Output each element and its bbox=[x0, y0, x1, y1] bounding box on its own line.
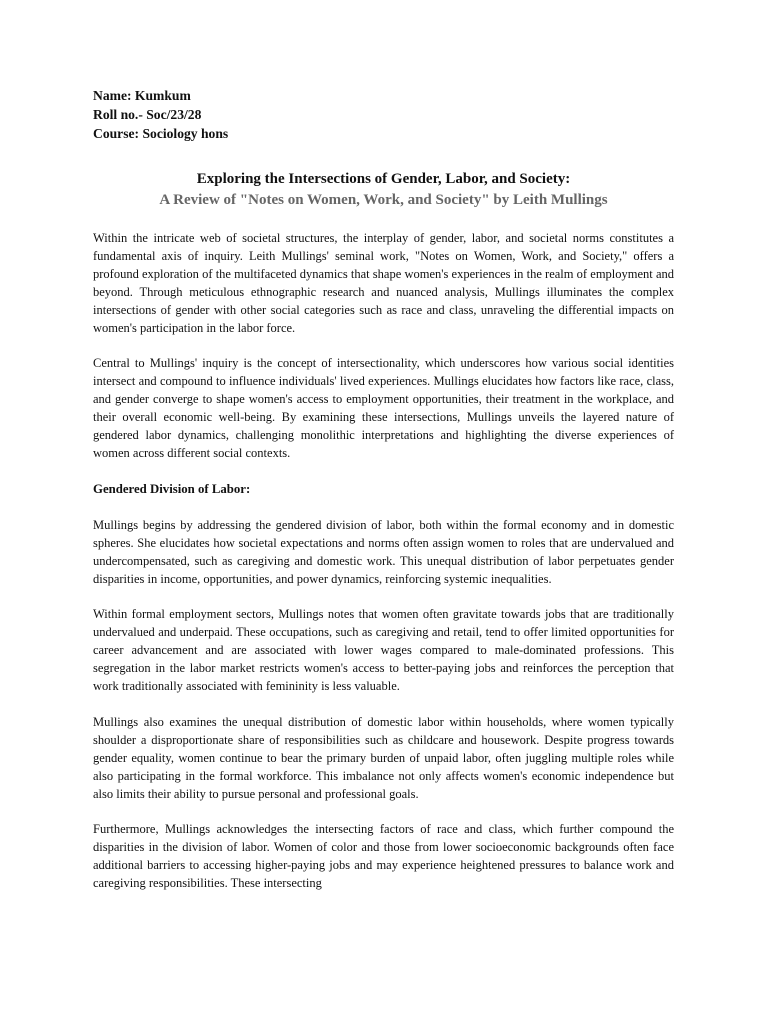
paragraph-intro-2: Central to Mullings' inquiry is the concept of intersectionality, which underscores how various social identities intersect and compound to influence individuals' lived experiences. Mullings elucidates how factors like race, class, and gender converge to shape women's access to employment opportunities, their treatment in the workplace, and their overall economic well-being. By examining these intersections, Mullings unveils the layered nature of gendered labor dynamics, challenging monolithic interpretations and highlighting the diverse experiences of women across different social contexts. bbox=[93, 356, 674, 460]
document-title: Exploring the Intersections of Gender, Labor, and Society: bbox=[196, 171, 571, 187]
course-name: Course: Sociology hons bbox=[93, 126, 229, 141]
document-page bbox=[93, 86, 674, 893]
paragraph-intro-1: Within the intricate web of societal structures, the interplay of gender, labor, and societal norms constitutes a fundamental axis of inquiry. Leith Mullings' seminal work, "Notes on Women, Work, and Society," offers a profound exploration of the multifaceted dynamics that shape women's experiences in the realm of employment and beyond. Through meticulous ethnographic research and nuanced analysis, Mullings illuminates the complex intersections of gender with other social categories such as race and class, unraveling the differential impacts on women's participation in the labor force. bbox=[93, 231, 674, 335]
paragraph-division-2: Within formal employment sectors, Mullings notes that women often gravitate towards jobs that are traditionally undervalued and underpaid. These occupations, such as caregiving and retail, tend to offer limited opportunities for career advancement and are associated with lower wages compared to male-dominated professions. This segregation in the labor market restricts women's access to better-paying jobs and reinforces the perception that work traditionally associated with femininity is less valuable. bbox=[93, 607, 674, 694]
document-subtitle: A Review of "Notes on Women, Work, and Society" by Leith Mullings bbox=[159, 192, 608, 208]
paragraph-division-1: Mullings begins by addressing the gendered division of labor, both within the formal economy and in domestic spheres. She elucidates how societal expectations and norms often assign women to roles that are undervalued and undercompensated, such as caregiving and domestic work. This unequal distribution of labor perpetuates gender disparities in income, opportunities, and power dynamics, reinforcing systemic inequalities. bbox=[93, 517, 674, 586]
student-info bbox=[93, 86, 674, 143]
paragraph-division-3: Mullings also examines the unequal distribution of domestic labor within households, where women typically shoulder a disproportionate share of responsibilities such as childcare and housework. Despite progress towards gender equality, women continue to bear the primary burden of unpaid labor, often juggling multiple roles while also participating in the formal workforce. This imbalance not only affects women's economic independence but also limits their ability to pursue personal and professional goals. bbox=[93, 714, 674, 801]
student-name: Name: Kumkum bbox=[93, 88, 191, 103]
paragraph-division-4: Furthermore, Mullings acknowledges the intersecting factors of race and class, which further compound the disparities in the division of labor. Women of color and those from lower socioeconomic backgrounds often face additional barriers to accessing higher-paying jobs and may experience heightened pressures to balance work and caregiving responsibilities. These intersecting bbox=[93, 822, 674, 891]
section-heading-gendered-division: Gendered Division of Labor: bbox=[93, 481, 251, 496]
roll-number: Roll no.- Soc/23/28 bbox=[93, 107, 202, 122]
